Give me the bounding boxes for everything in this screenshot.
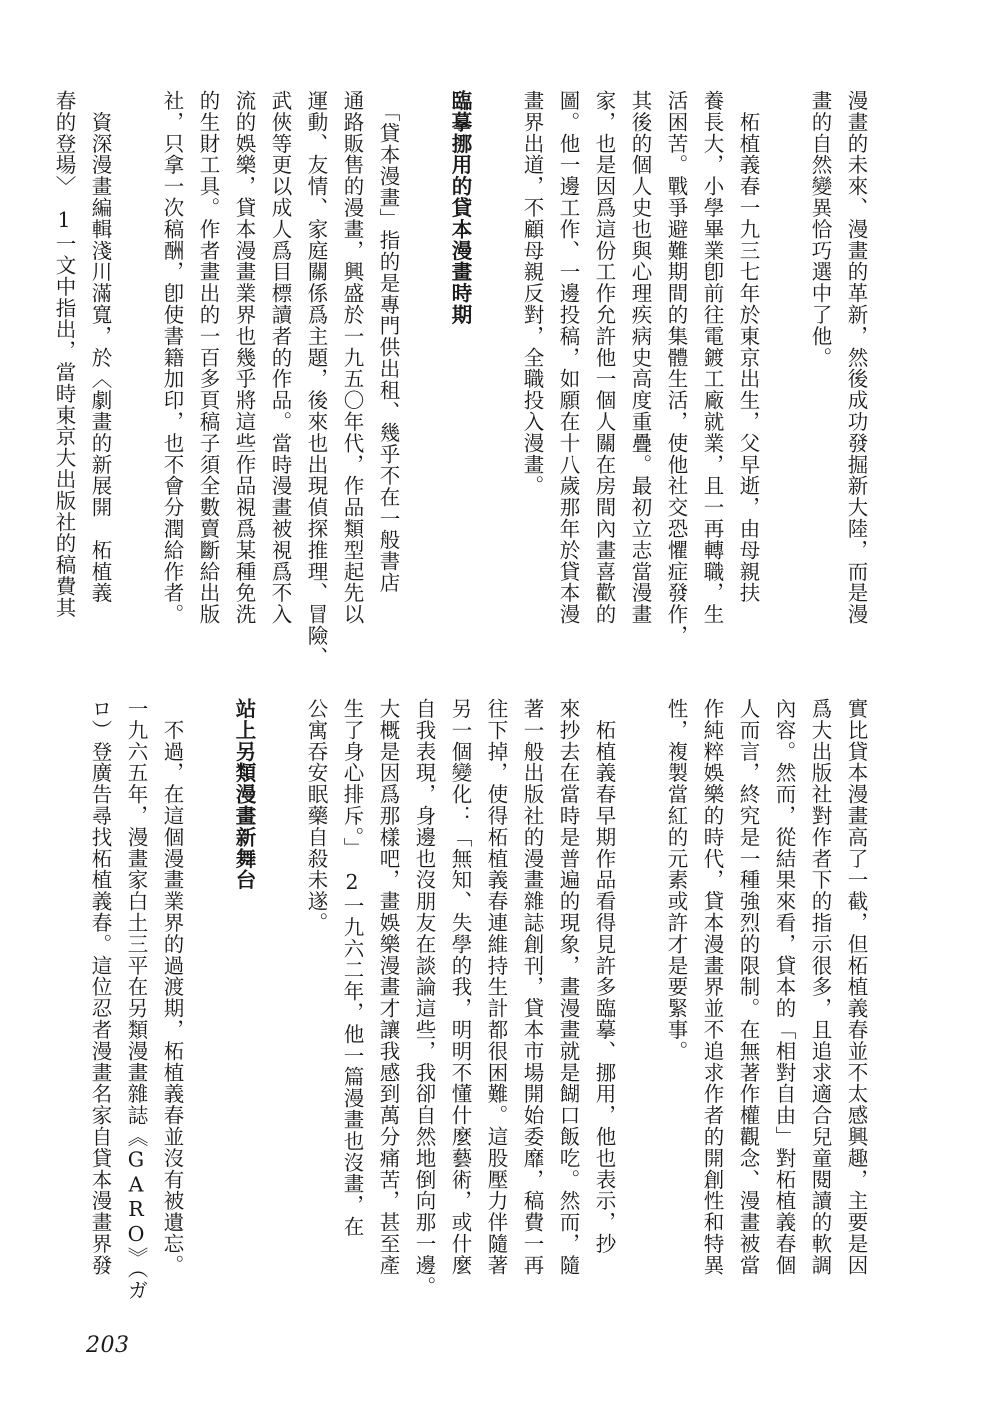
text-column: 養長大，小學畢業卽前往電鍍工廠就業，且一再轉職，生 <box>700 90 724 625</box>
text-column: 的生財工具。作者畫出的一百多頁稿子須全數賣斷給出版 <box>196 90 220 625</box>
text-column: 內容。然而，從結果來看，貸本的「相對自由」對柘植義春個 <box>772 698 796 1276</box>
text-column: 武俠等更以成人爲目標讀者的作品。當時漫畫被視爲不入 <box>268 90 292 625</box>
text-column: ロ）登廣告尋找柘植義春。這位忍者漫畫名家自貸本漫畫界發 <box>88 698 112 1276</box>
text-column: 畫界出道，不顧母親反對，全職投入漫畫。 <box>520 90 544 497</box>
text-column: 「貸本漫畫」指的是專門供出租、幾乎不在一般書店 <box>376 90 400 594</box>
text-block-lower <box>82 698 874 1301</box>
text-column <box>118 90 154 630</box>
section-heading: 站上另類漫畫新舞台 <box>232 698 256 891</box>
text-column <box>262 698 298 1238</box>
text-block-upper <box>46 90 874 668</box>
text-column: 社，只拿一次稿酬，卽使書籍加印，也不會分潤給作者。 <box>160 90 184 625</box>
page-number: 203 <box>86 1333 130 1358</box>
text-column: 一九六五年，漫畫家白土三平在另類漫畫雜誌《GARO》（ガ <box>124 698 148 1301</box>
text-column: 作純粹娛樂的時代，貸本漫畫界並不追求作者的開創性和特異 <box>700 698 724 1276</box>
text-column: 春的登場〉 1一文中指出，當時東京大出版社的稿費其 <box>52 90 76 619</box>
text-column <box>622 698 658 1238</box>
text-column: 性，複製當紅的元素或許才是要緊事。 <box>664 698 688 1062</box>
text-column: 漫畫的未來、漫畫的革新，然後成功發掘新大陸，而是漫 <box>844 90 868 625</box>
text-column: 來抄去在當時是普遍的現象，畫漫畫就是餬口飯吃。然而，隨 <box>556 698 580 1276</box>
text-column: 運動、友情、家庭關係爲主題，後來也出現偵探推理、冒險、 <box>304 90 328 668</box>
text-column: 活困苦。戰爭避難期間的集體生活，使他社交恐懼症發作， <box>664 90 688 647</box>
text-column: 實比貸本漫畫高了一截，但柘植義春並不太感興趣，主要是因 <box>844 698 868 1276</box>
text-column: 流的娛樂，貸本漫畫業界也幾乎將這些作品視爲某種免洗 <box>232 90 256 625</box>
section-heading: 臨摹挪用的貸本漫畫時期 <box>448 90 472 326</box>
text-column: 公寓吞安眠藥自殺未遂。 <box>304 698 328 934</box>
text-column <box>478 90 514 630</box>
text-column: 柘植義春一九三七年於東京出生，父早逝，由母親扶 <box>736 90 760 604</box>
text-column: 畫的自然變異恰巧選中了他。 <box>808 90 832 369</box>
text-column: 爲大出版社對作者下的指示很多，且追求適合兒童閱讀的軟調 <box>808 698 832 1276</box>
text-column: 家，也是因爲這份工作允許他一個人關在房間內畫喜歡的 <box>592 90 616 625</box>
text-column: 著一般出版社的漫畫雜誌創刊，貸本市場開始委靡，稿費一再 <box>520 698 544 1276</box>
text-column: 往下掉，使得柘植義春連維持生計都很困難。這股壓力伴隨著 <box>484 698 508 1276</box>
text-column: 人而言，終究是一種強烈的限制。在無著作權觀念、漫畫被當 <box>736 698 760 1276</box>
text-column: 自我表現，身邊也沒朋友在談論這些，我卻自然地倒向那一邊。 <box>412 698 436 1298</box>
text-column <box>766 90 802 630</box>
text-column: 柘植義春早期作品看得見許多臨摹、挪用，他也表示，抄 <box>592 698 616 1255</box>
text-column: 不過，在這個漫畫業界的過渡期，柘植義春並沒有被遺忘。 <box>160 698 184 1276</box>
text-column: 圖。他一邊工作、一邊投稿，如願在十八歲那年於貸本漫 <box>556 90 580 625</box>
text-column: 大概是因爲那樣吧，畫娛樂漫畫才讓我感到萬分痛苦，甚至產 <box>376 698 400 1276</box>
text-column: 生了身心排斥。」 2一九六二年，他一篇漫畫也沒畫，在 <box>340 698 364 1238</box>
text-column <box>406 90 442 630</box>
text-column <box>190 698 226 1238</box>
text-column: 另一個變化：「無知、失學的我，明明不懂什麼藝術，或什麼 <box>448 698 472 1276</box>
text-column: 通路販售的漫畫，興盛於一九五〇年代，作品類型起先以 <box>340 90 364 625</box>
text-column: 其後的個人史也與心理疾病史高度重疊。最初立志當漫畫 <box>628 90 652 625</box>
text-column: 資深漫畫編輯淺川滿寬，於〈劇畫的新展開 柘植義 <box>88 90 112 604</box>
